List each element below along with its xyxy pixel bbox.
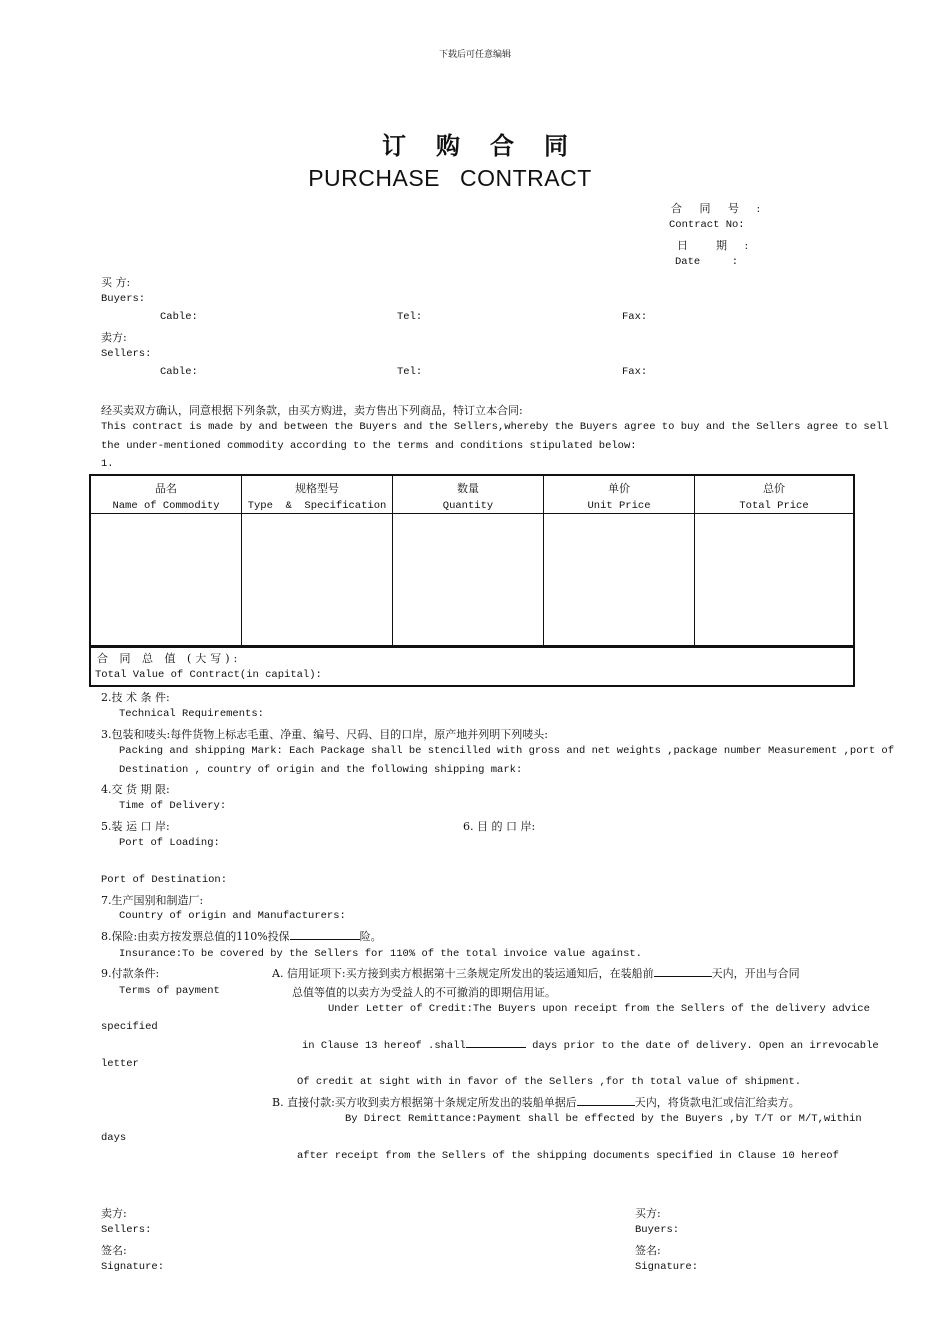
seller-fax: Fax: — [622, 366, 648, 378]
col-header-unit-price: 单价 Unit Price — [544, 475, 695, 514]
clause-3-en-line1: Packing and shipping Mark: Each Package shall be stencilled with gross and net weights ,package number Measurement ,port of — [119, 745, 895, 757]
clause-9a-en-line2: in Clause 13 hereof .shall days prior to the date of delivery. Open an irrevocable — [302, 1040, 879, 1052]
clause-9b-en-line1: By Direct Remittance:Payment shall be effected by the Buyers ,by T/T or M/T,within — [345, 1113, 862, 1125]
cell-unit-price[interactable] — [544, 514, 695, 648]
commodity-table — [89, 474, 855, 648]
title-english — [0, 165, 900, 192]
total-value-cn: 合 同 总 值 (大写): — [97, 652, 242, 665]
buyer-fax: Fax: — [622, 311, 648, 323]
title-chinese: 订购合同 — [382, 131, 598, 160]
seller-en-label: Sellers: — [101, 348, 152, 360]
buyer-en-label: Buyers: — [101, 293, 146, 305]
col-header-total-price: 总价 Total Price — [695, 475, 855, 514]
date-en: Date : — [675, 256, 739, 268]
seller-cn-label: 卖方: — [101, 331, 127, 344]
buyer-cn-label: 买 方: — [101, 276, 131, 289]
clause-8-en: Insurance:To be covered by the Sellers for 110% of the total invoice value against. — [119, 948, 642, 960]
intro-en-line2: the under-mentioned commodity according to the terms and conditions stipulated below: — [101, 440, 637, 452]
cell-specification[interactable] — [242, 514, 393, 648]
header-note: 下载后可任意编辑 — [438, 50, 511, 60]
clause-5-en: Port of Loading: — [119, 837, 220, 849]
col-header-specification: 规格型号 Type & Specification — [242, 475, 393, 514]
cell-quantity[interactable] — [393, 514, 544, 648]
clause-3-en-line2: Destination , country of origin and the following shipping mark: — [119, 764, 523, 776]
seller-sign-en: Signature: — [101, 1261, 165, 1273]
clause-5-cn: 5.装 运 口 岸: — [101, 820, 170, 833]
clause-9a-en-line1b: specified — [101, 1021, 158, 1033]
clause-9a-en-line3: Of credit at sight with in favor of the Sellers ,for th total value of shipment. — [297, 1076, 802, 1088]
clause-6-cn: 6. 目 的 口 岸: — [463, 820, 536, 833]
total-value-en: Total Value of Contract(in capital): — [95, 669, 322, 681]
clause-2-en: Technical Requirements: — [119, 708, 264, 720]
table-row — [90, 514, 854, 648]
buyer-signature-cn: 买方: — [635, 1207, 661, 1220]
seller-sign-cn: 签名: — [101, 1244, 127, 1257]
buyer-sign-en: Signature: — [635, 1261, 699, 1273]
clause-9b-cn: B. 直接付款:买方收到卖方根据第十条规定所发出的装船单据后 天内，将货款电汇或信汇给卖方。 — [272, 1096, 800, 1109]
clause-9-cn: 9.付款条件: — [101, 967, 160, 980]
col-header-quantity: 数量 Quantity — [393, 475, 544, 514]
clause-7-cn: 7.生产国别和制造厂: — [101, 894, 204, 907]
col-header-commodity: 品名 Name of Commodity — [90, 475, 242, 514]
item-number-1: 1. — [101, 458, 114, 470]
clause-9b-en-line1b: days — [101, 1132, 127, 1144]
buyer-tel: Tel: — [397, 311, 423, 323]
clause-7-en: Country of origin and Manufacturers: — [119, 910, 346, 922]
clause-9a-cn-line2: 总值等值的以卖方为受益人的不可撤消的即期信用证。 — [292, 986, 556, 999]
cell-total-price[interactable] — [695, 514, 855, 648]
contract-no-cn: 合 同 号 : — [671, 202, 768, 215]
clause-4-cn: 4.交 货 期 限: — [101, 783, 170, 796]
insurance-blank[interactable] — [290, 939, 360, 940]
seller-signature-cn: 卖方: — [101, 1207, 127, 1220]
buyer-cable: Cable: — [160, 311, 198, 323]
clause-6-en: Port of Destination: — [101, 874, 228, 886]
clause-9a-en-line1: Under Letter of Credit:The Buyers upon receipt from the Sellers of the delivery advice — [328, 1003, 870, 1015]
remittance-days-blank[interactable] — [577, 1105, 635, 1106]
clause-9-en: Terms of payment — [119, 985, 220, 997]
seller-signature-en: Sellers: — [101, 1224, 152, 1236]
buyer-sign-cn: 签名: — [635, 1244, 661, 1257]
clause-2-cn: 2.技 术 条 件: — [101, 691, 170, 704]
clause-8-cn: 8.保险:由卖方按发票总值的110%投保 险。 — [101, 930, 382, 943]
clause-4-en: Time of Delivery: — [119, 800, 227, 812]
title-en-left: PURCHASE — [308, 165, 441, 191]
lc-days-blank-en[interactable] — [466, 1047, 526, 1048]
table-header-row — [90, 475, 854, 514]
intro-cn: 经买卖双方确认，同意根据下列条款，由买方购进，卖方售出下列商品，特订立本合同: — [101, 404, 523, 417]
clause-9a-cn: A. 信用证项下:买方接到卖方根据第十三条规定所发出的装运通知后，在装船前 天内，开出与合同 — [272, 967, 800, 980]
title-en-right: CONTRACT — [460, 165, 592, 191]
intro-en-line1: This contract is made by and between the Buyers and the Sellers,whereby the Buyers agree to buy and the Sellers agree to sell — [101, 421, 889, 433]
contract-no-en: Contract No: — [669, 219, 745, 231]
clause-9a-en-line2c: letter — [101, 1058, 139, 1070]
cell-commodity[interactable] — [90, 514, 242, 648]
clause-3-cn: 3.包装和唛头:每件货物上标志毛重、净重、编号、尺码、目的口岸，原产地并列明下列唛头: — [101, 728, 548, 741]
buyer-signature-en: Buyers: — [635, 1224, 680, 1236]
seller-cable: Cable: — [160, 366, 198, 378]
seller-tel: Tel: — [397, 366, 423, 378]
date-cn: 日 期 : — [677, 239, 756, 252]
lc-days-blank[interactable] — [654, 976, 712, 977]
clause-9b-en-line2: after receipt from the Sellers of the shipping documents specified in Clause 10 hereof — [297, 1150, 839, 1162]
